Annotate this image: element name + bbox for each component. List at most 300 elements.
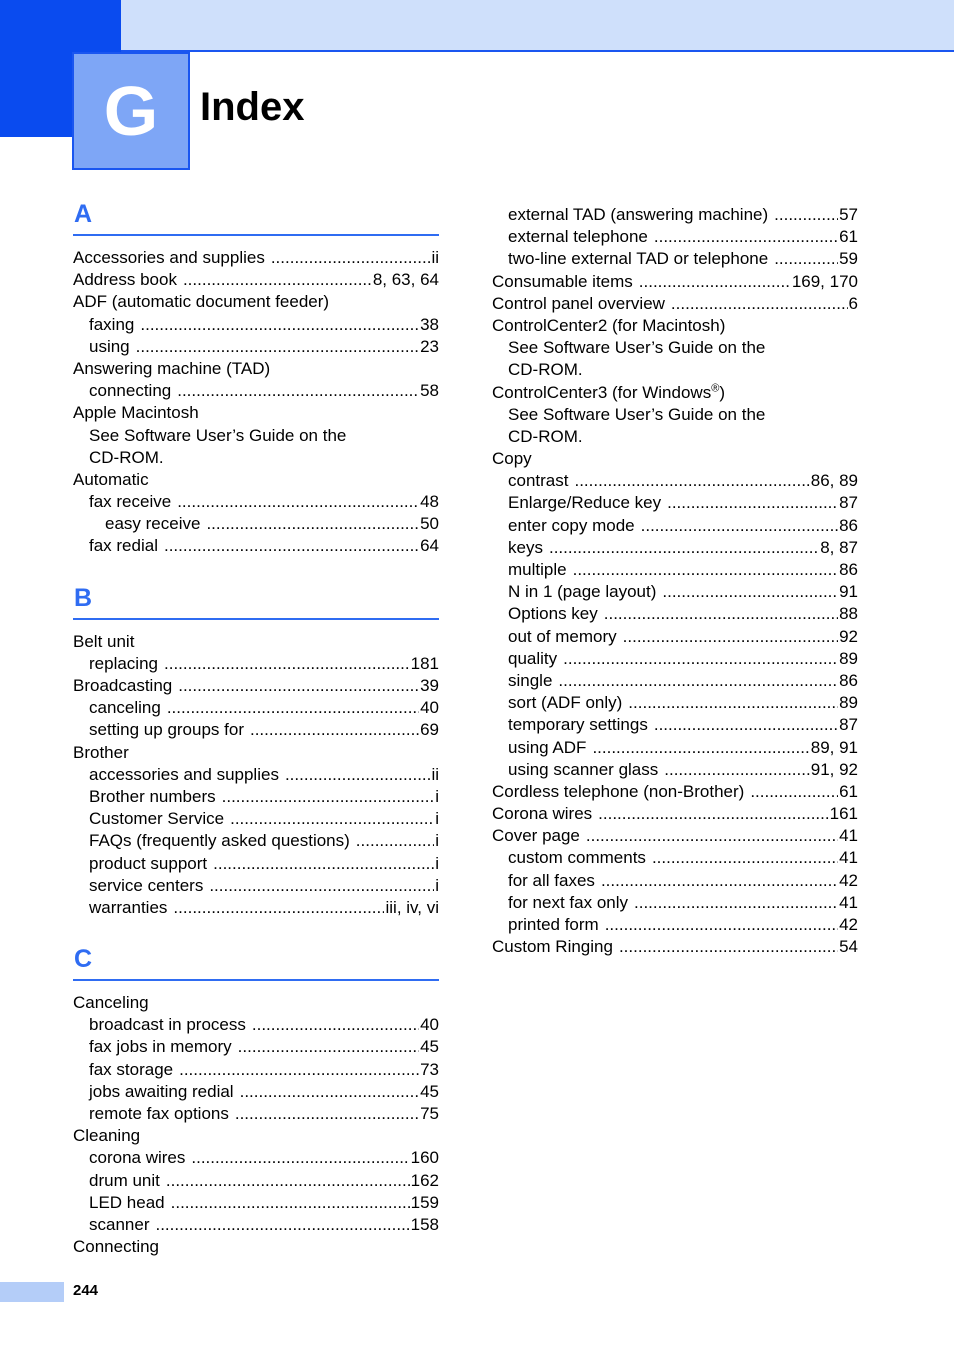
index-page-ref: 86 [839,560,858,579]
index-page-ref: 45 [420,1081,439,1101]
index-term-text: easy receive [105,514,201,534]
index-page-ref: i [435,831,439,851]
index-term [508,714,654,736]
index-term-text: Address book [73,270,177,290]
index-page-ref: 169, 170 [791,271,858,291]
index-term-text: N in 1 (page layout) [508,582,657,602]
index-term-text: service centers [89,875,204,895]
index-entry [73,764,439,786]
index-page-ref: 40 [420,698,439,718]
index-page-ref: ii [431,248,439,267]
index-term-text: Accessories and supplies [73,248,265,267]
index-page-ref: 41 [839,826,858,846]
index-term-text: using ADF [508,737,587,757]
index-entry [492,404,858,426]
index-entry [73,1036,439,1058]
index-term-text: external TAD (answering machine) [508,205,769,224]
index-term [89,1170,166,1192]
index-term-text: out of memory [508,626,617,646]
index-term-text: for all faxes [508,870,595,890]
index-term [508,537,549,559]
registered-mark: ® [711,381,720,394]
dot-leader [641,515,838,537]
index-entry [73,491,439,513]
index-entry [492,581,858,603]
index-column-left [73,198,439,1282]
index-term [89,1036,238,1058]
page-number: 244 [73,1282,99,1299]
index-term-text: Enlarge/Reduce key [508,493,662,513]
index-entry [492,537,858,559]
index-term [508,692,628,714]
index-term-text: single [508,670,553,690]
dot-leader [155,1214,409,1236]
index-term [89,897,173,919]
dot-leader [191,1147,409,1169]
index-term-text: Brother [73,742,129,762]
index-page-ref: 160 [410,1148,439,1168]
index-entry [492,825,858,847]
index-term [89,1103,235,1125]
page-title: Index [200,85,305,129]
index-entry [492,737,858,759]
index-term [492,293,671,315]
index-term-text: temporary settings [508,715,648,735]
index-term [73,469,155,491]
dot-leader [558,670,838,692]
index-term-text: Customer Service [89,809,225,829]
index-page-ref: 42 [839,915,858,934]
dot-leader [183,269,372,291]
index-entry [492,359,858,381]
dot-leader [598,803,828,825]
index-term [73,269,183,291]
footer-tab [0,1282,64,1302]
dot-leader [178,675,419,697]
index-term [508,581,662,603]
index-entry [73,513,439,535]
dot-leader [750,781,838,803]
dot-leader [619,936,838,958]
index-page-ref: 89 [839,693,858,713]
index-entry [492,648,858,670]
index-entry [492,448,858,470]
index-term [89,1192,171,1214]
dot-leader [166,1170,410,1192]
index-term [492,803,598,825]
index-term-text: Cordless telephone (non-Brother) [492,781,745,801]
index-section [73,582,439,919]
index-term [492,448,538,470]
index-term [492,271,639,293]
index-entry [73,1059,439,1081]
index-page-ref: 91 [839,582,858,602]
index-entry [492,293,858,315]
dot-leader [592,737,809,759]
index-entry [73,897,439,919]
index-term [73,1125,146,1147]
index-term [508,470,574,492]
dot-leader [549,537,819,559]
dot-leader [662,581,838,603]
index-term-text: fax receive [89,492,172,512]
index-term-text: ADF (automatic document feeder) [73,292,330,312]
dot-leader [601,870,838,892]
index-entry [492,847,858,869]
index-term-text: replacing [89,653,158,673]
index-term-text: keys [508,537,543,557]
index-term-text: remote fax options [89,1104,229,1123]
index-column-right [492,204,858,958]
index-term-text: for next fax only [508,892,629,912]
index-page-ref: 8, 87 [820,537,858,557]
index-entry [492,492,858,514]
index-entry [492,714,858,736]
index-term [89,535,164,557]
index-term-text: drum unit [89,1170,160,1190]
dot-leader [573,559,838,581]
index-entry [73,830,439,852]
index-entry [73,314,439,336]
dot-leader [173,897,384,919]
index-term-text: See Software User’s Guide on the [508,404,766,424]
index-term-text: faxing [89,314,135,334]
index-term [508,359,589,381]
index-page-ref: 89 [839,648,858,668]
index-entry [492,781,858,803]
index-term-text: accessories and supplies [89,764,279,784]
index-term [508,914,605,936]
index-entry [73,742,439,764]
index-term [89,653,164,675]
index-term-text: contrast [508,471,569,491]
index-section [73,943,439,1258]
index-entry [73,719,439,741]
index-term [89,875,209,897]
index-entry [492,603,858,625]
index-term-text: using scanner glass [508,759,659,779]
index-term [73,291,335,313]
index-term [89,1014,252,1036]
index-entry [73,1214,439,1236]
index-term [89,447,170,469]
index-term-text: Control panel overview [492,293,665,313]
index-page-ref: 23 [420,336,439,356]
index-term [73,631,140,653]
index-entry [73,1014,439,1036]
index-entry [492,870,858,892]
index-term [89,1081,240,1103]
index-page-ref: 73 [420,1059,439,1079]
index-term [89,719,250,741]
chapter-letter: G [103,72,159,150]
index-entry [73,447,439,469]
index-term-text: printed form [508,915,599,934]
index-entry [73,786,439,808]
index-entry [492,914,858,936]
index-term-text: custom comments [508,848,646,868]
index-entry [73,1147,439,1169]
index-term [508,204,774,226]
index-page-ref: 91, 92 [810,759,858,779]
index-term [73,358,276,380]
index-term-text: external telephone [508,227,648,247]
index-entry [73,653,439,675]
index-page-ref: ii [431,764,439,784]
index-term [105,513,206,535]
index-term [508,737,592,759]
index-term-text: Belt unit [73,631,135,651]
index-term-text: using [89,336,130,356]
index-page-ref: 86 [839,670,858,690]
dot-leader [177,491,419,513]
index-term-text: Cleaning [73,1126,141,1146]
index-entry [73,631,439,653]
index-page-ref: 54 [839,937,858,957]
index-page-ref: 58 [420,381,439,401]
index-term-text: Brother numbers [89,786,216,806]
index-page-ref: 41 [839,892,858,912]
index-term-text: Answering machine (TAD) [73,358,271,378]
index-term [89,1059,179,1081]
index-term [508,426,589,448]
index-entry [73,1125,439,1147]
dot-leader [563,648,838,670]
index-term-text: corona wires [89,1148,186,1168]
index-page-ref: 57 [839,205,858,224]
index-term-text: See Software User’s Guide on the [508,338,766,358]
index-term-text: FAQs (frequently asked questions) [89,831,350,851]
index-term [89,380,177,402]
dot-leader [171,1192,410,1214]
dot-leader [179,1059,419,1081]
index-entry [73,358,439,380]
index-page-ref: 64 [420,536,439,556]
index-page-ref: iii, iv, vi [385,897,439,917]
index-term-text: Automatic [73,469,149,489]
index-page-ref: 86 [839,515,858,535]
dot-leader [230,808,434,830]
index-term-text: CD-ROM. [508,426,583,446]
index-page-ref: 86, 89 [810,471,858,491]
index-entry [73,853,439,875]
index-term-text: multiple [508,560,567,579]
index-term [73,1236,165,1258]
index-term-text: canceling [89,698,161,718]
index-entry [492,670,858,692]
index-term [492,825,586,847]
index-term-text: setting up groups for [89,720,244,740]
index-term-text: Custom Ringing [492,937,613,957]
index-term-text: Cover page [492,826,580,846]
index-page-ref: 41 [839,848,858,868]
index-term-text: warranties [89,897,168,917]
index-term-text: LED head [89,1192,165,1212]
section-heading: C [73,943,439,981]
index-term [508,515,641,537]
index-entry [73,808,439,830]
index-entry [492,803,858,825]
dot-leader [252,1014,419,1036]
index-term [89,1214,155,1236]
dot-leader [136,336,419,358]
index-term [89,786,222,808]
index-page-ref: 8, 63, 64 [372,270,439,290]
index-page-ref: 50 [420,514,439,534]
index-term [508,337,771,359]
index-term [508,248,774,270]
index-term-text: product support [89,853,208,873]
index-term [73,402,205,424]
index-term [508,847,652,869]
index-term-text: Corona wires [492,804,593,824]
dot-leader [654,226,838,248]
index-term-suffix: ) [719,382,725,402]
index-term-text: ControlCenter3 (for Windows [492,382,712,402]
index-page-ref: 40 [420,1015,439,1035]
dot-leader [164,535,419,557]
index-page-ref: 75 [420,1104,439,1123]
dot-leader [356,830,434,852]
dot-leader [654,714,838,736]
index-term [508,648,563,670]
dot-leader [639,271,791,293]
index-term [89,425,352,447]
index-page-ref: 89, 91 [810,737,858,757]
index-page-ref: 181 [410,653,439,673]
index-entry [492,315,858,337]
index-term-text: Connecting [73,1237,160,1257]
index-term [73,742,135,764]
index-entry [73,875,439,897]
index-entry [492,271,858,293]
index-entry [73,380,439,402]
index-term-text: enter copy mode [508,515,635,535]
index-term [89,808,230,830]
index-entry [73,992,439,1014]
index-term [508,492,667,514]
index-term [492,781,750,803]
index-page-ref: 161 [829,804,858,824]
index-page-ref: i [435,786,439,806]
dot-leader [774,204,838,226]
index-term [508,559,573,581]
dot-leader [213,853,434,875]
dot-leader [628,692,838,714]
dot-leader [209,875,434,897]
index-term-text: ControlCenter2 (for Macintosh) [492,315,726,335]
index-term [73,247,271,269]
index-term-text: quality [508,648,558,668]
dot-leader [623,626,838,648]
index-term-text: connecting [89,381,172,401]
index-term [508,870,601,892]
index-term-text: scanner [89,1214,150,1234]
index-term [508,226,654,248]
index-term [508,670,558,692]
index-term-text: two-line external TAD or telephone [508,249,769,269]
dot-leader [667,492,838,514]
index-term [89,314,140,336]
index-term-text: Apple Macintosh [73,403,199,423]
dot-leader [605,914,838,936]
index-term-text: CD-ROM. [89,447,164,467]
index-page-ref: i [435,809,439,829]
index-page-ref: 6 [848,293,858,313]
index-page-ref: 61 [839,781,858,801]
index-entry [73,1170,439,1192]
index-entry [492,470,858,492]
index-entry [492,936,858,958]
index-entry [492,692,858,714]
index-entry [73,675,439,697]
index-term [73,992,155,1014]
dot-leader [285,764,430,786]
index-entry [492,204,858,226]
dot-leader [250,719,419,741]
index-entry [492,559,858,581]
index-term-text: jobs awaiting redial [89,1081,234,1101]
index-page-ref: 87 [839,715,858,735]
chapter-tab [72,52,190,170]
index-entry [492,382,858,404]
index-page-ref: i [435,853,439,873]
index-section [73,198,439,558]
index-page-ref: 162 [410,1170,439,1190]
index-term [89,336,136,358]
index-page-ref: 92 [839,626,858,646]
index-entry [492,759,858,781]
index-entry [73,1103,439,1125]
index-term [492,315,731,337]
index-entry [73,1081,439,1103]
index-entry [492,426,858,448]
index-term-text: Consumable items [492,271,633,291]
dot-leader [574,470,809,492]
index-entry [73,247,439,269]
index-term [492,936,619,958]
index-page-ref: 48 [420,492,439,512]
section-heading: A [73,198,439,236]
section-heading: B [73,582,439,620]
index-entry [492,515,858,537]
header-band [0,0,954,52]
dot-leader [586,825,838,847]
dot-leader [235,1103,419,1125]
index-entry [492,626,858,648]
dot-leader [167,697,419,719]
index-page-ref: 88 [839,604,858,624]
index-entry [73,469,439,491]
index-page-ref: 59 [839,249,858,269]
index-page-ref: 39 [420,676,439,695]
index-page-ref: 45 [420,1037,439,1057]
index-page-ref: 61 [839,227,858,247]
index-page-ref: 69 [420,720,439,740]
index-page-ref: 42 [839,870,858,890]
index-term [89,830,356,852]
dot-leader [271,247,431,269]
index-term-text: Canceling [73,993,149,1013]
dot-leader [652,847,838,869]
index-term [89,764,285,786]
index-entry [73,697,439,719]
index-entry [492,226,858,248]
index-term [73,675,178,697]
index-term [89,697,167,719]
index-term-text: sort (ADF only) [508,693,623,713]
index-entry [73,535,439,557]
